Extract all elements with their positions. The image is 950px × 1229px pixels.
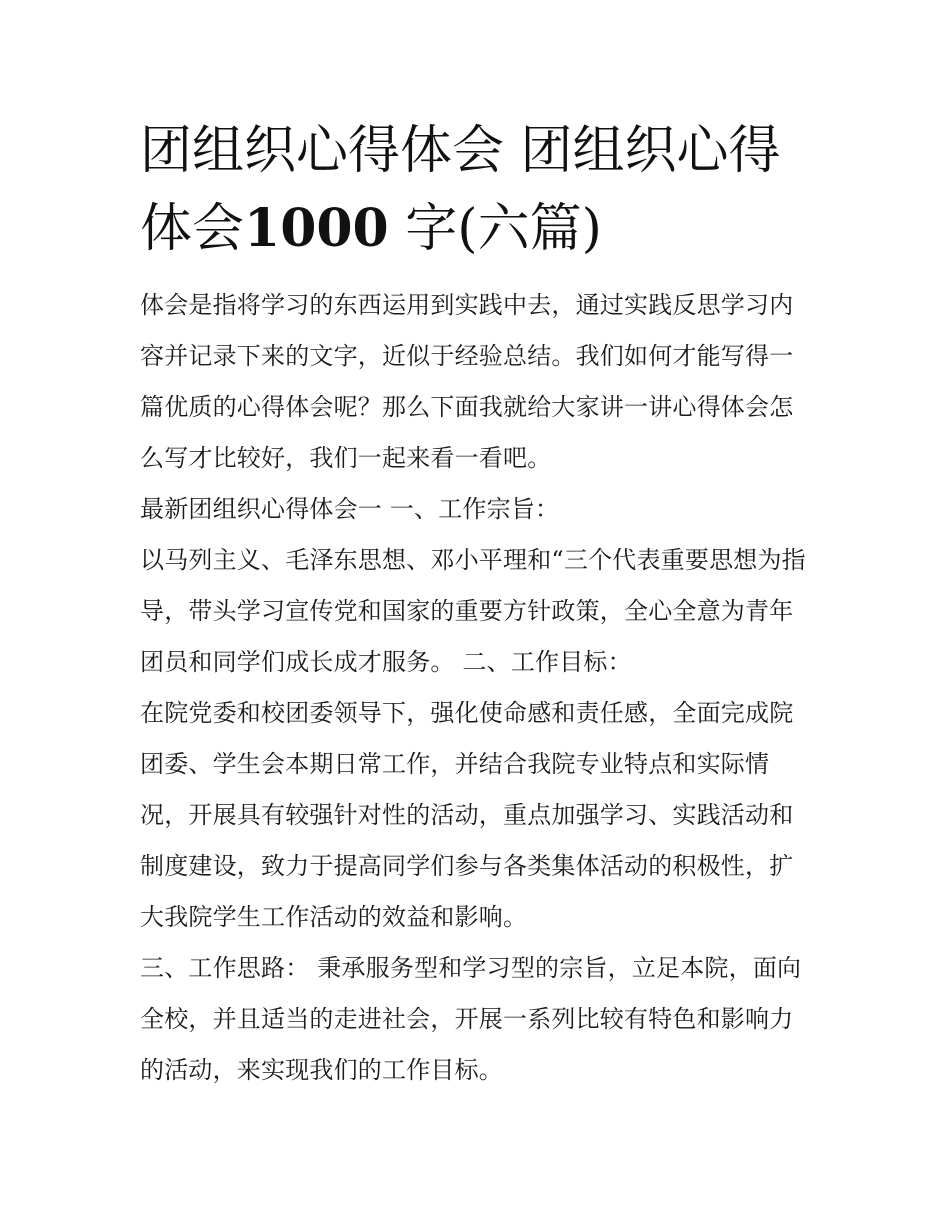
document-body [140,280,816,1096]
paragraph-purpose: 以马列主义、毛泽东思想、邓小平理和“三个代表重要思想为指导，带头学习宣传党和国家的重要方针政策，全心全意为青年团员和同学们成长成才服务。 二、工作目标： [140,546,806,676]
paragraph-approach: 三、工作思路： 秉承服务型和学习型的宗旨，立足本院，面向全校，并且适当的走进社会，开展一系列比较有特色和影响力的活动，来实现我们的工作目标。 [140,954,802,1084]
page-title [140,112,820,268]
paragraph-intro: 体会是指将学习的东西运用到实践中去，通过实践反思学习内容并记录下来的文字，近似于经验总结。我们如何才能写得一篇优质的心得体会呢？那么下面我就给大家讲一讲心得体会怎么写才比较好，我们一起来看一看吧。 [140,291,794,472]
paragraph-goals: 在院党委和校团委领导下，强化使命感和责任感，全面完成院团委、学生会本期日常工作，并结合我院专业特点和实际情况，开展具有较强针对性的活动，重点加强学习、实践活动和制度建设，致力于提高同学们参与各类集体活动的积极性，扩大我院学生工作活动的效益和影响。 [140,699,794,931]
title-number: 1000 [244,198,389,259]
title-text-part2: 字(六篇) [388,199,602,259]
title-text-part1: 团组织心得体会 团组织心得体会 [140,121,781,259]
paragraph-section-heading: 最新团组织心得体会一 一、工作宗旨： [140,495,560,523]
